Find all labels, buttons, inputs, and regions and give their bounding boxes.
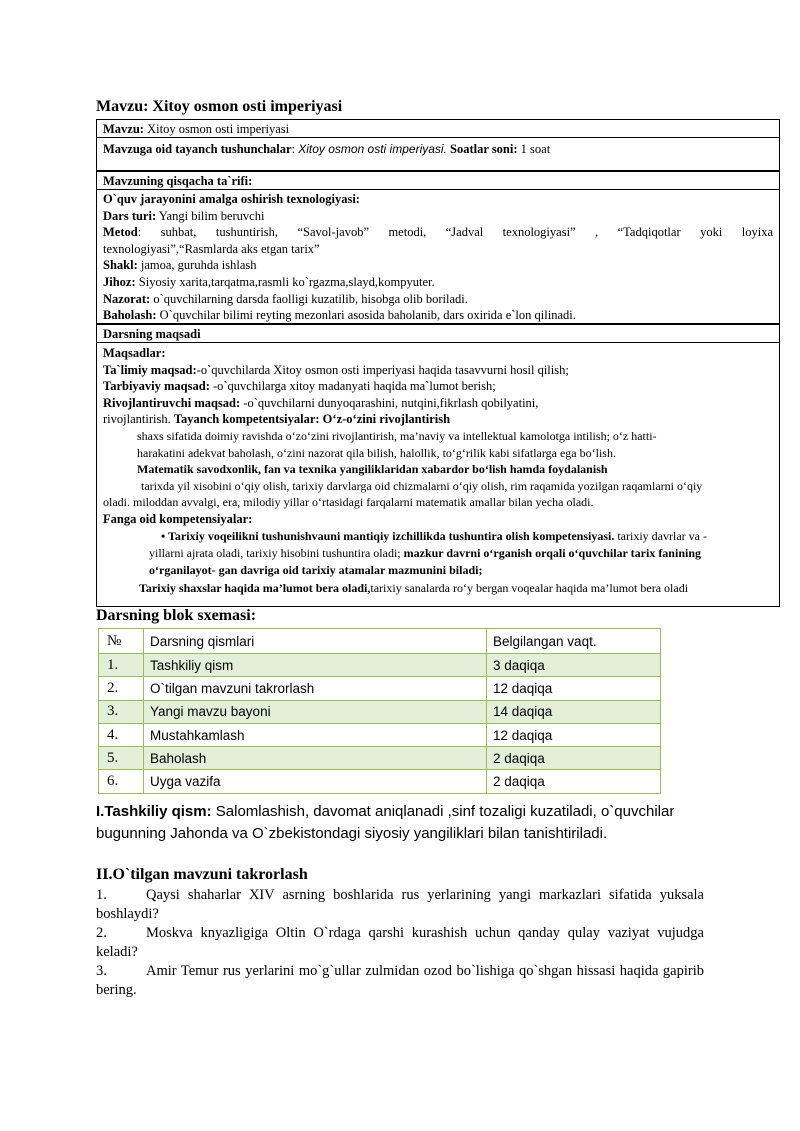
question-number: 1. — [96, 887, 107, 903]
goals-box — [96, 324, 780, 607]
question-number: 2. — [96, 925, 107, 941]
page-title: Mavzu: Xitoy osmon osti imperiyasi — [96, 98, 343, 115]
subject-competency-2 — [97, 545, 779, 562]
core-competencies-line1: shaxs sifatida doimiy ravishda o‘zo‘zini rivojlantirish, ma’naviy va intellektual kamolotga intilish; o‘z hatti- — [137, 428, 657, 443]
lesson-type — [97, 208, 779, 225]
description-box — [96, 171, 780, 324]
row-number: 1. — [99, 654, 144, 677]
topic-box — [96, 119, 780, 171]
equipment — [97, 274, 779, 291]
developmental-goal-label: Rivojlantiruvchi maqsad: — [103, 395, 241, 410]
row-number: 2. — [99, 677, 144, 700]
review-question — [96, 924, 704, 962]
table-row — [99, 770, 661, 793]
row-time: 2 daqiqa — [487, 747, 661, 770]
subject-competency-4 — [97, 579, 779, 597]
math-literacy-line1: tarixda yil xisobini o‘qiy olish, tarixiy darvlarga oid chizmalarni o‘qiy olish, rim raqamida yozilgan raqamlarni o‘qiy — [141, 478, 703, 493]
subject-competency-1-title: • Tarixiy voqeilikni tushunishvauni mantiqiy izchillikda tushuntira olish kompetensiyasi. — [161, 528, 615, 543]
educational-goal-label: Ta`limiy maqsad: — [103, 362, 197, 377]
question-text: Amir Temur rus yerlarini mo`g`ullar zulmidan ozod bo`lishiga qo`shgan hissasi haqida gapirib bering. — [96, 963, 704, 998]
row-part: Mustahkamlash — [144, 723, 487, 746]
description-body — [97, 190, 779, 324]
table-row — [99, 700, 661, 723]
technology-label: O`quv jarayonini amalga oshirish texnologiyasi: — [103, 192, 360, 206]
lesson-type-value: Yangi bilim beruvchi — [156, 208, 265, 223]
review-section-title: II.O`tilgan mavzuni takrorlash — [96, 866, 308, 883]
organizational-part — [96, 801, 708, 844]
row-time: 14 daqiqa — [487, 700, 661, 723]
developmental-goal — [97, 395, 779, 412]
upbringing-goal-value: -o`quvchilarga xitoy madanyati haqida ma`lumot berish; — [209, 379, 496, 394]
review-question — [96, 962, 704, 1000]
block-scheme-title: Darsning blok sxemasi: — [96, 607, 257, 624]
goals-header: Darsning maqsadi — [97, 325, 779, 343]
row-part: Uyga vazifa — [144, 770, 487, 793]
subject-competency-4-text: tarixiy sanalarda ro‘y bergan voqealar haqida ma’lumot bera oladi — [370, 580, 689, 595]
equipment-label: Jihoz: — [103, 274, 136, 289]
key-concepts-row: Mavzuga oid tayanch tushunchalar: Xitoy osmon osti imperiyasi. Soatlar soni: 1 soat — [103, 142, 551, 156]
row-part: Tashkiliy qism — [144, 654, 487, 677]
upbringing-goal-label: Tarbiyaviy maqsad: — [103, 379, 210, 394]
assessment — [97, 307, 779, 324]
question-text: Qaysi shaharlar XIV asrning boshlarida rus yerlarining yangi markazlari sifatida yuksala boshlaydi? — [96, 887, 704, 922]
topic-value: Xitoy osmon osti imperiyasi — [143, 122, 290, 136]
control — [97, 291, 779, 308]
form-value: jamoa, guruhda ishlash — [137, 258, 257, 273]
control-value: o`quvchilarning darsda faolligi kuzatilib, hisobga olib boriladi. — [150, 291, 468, 306]
educational-goal — [97, 362, 779, 379]
subject-competency-2-text: yillarni ajrata oladi, tarixiy hisobini tushuntira oladi; — [149, 545, 404, 560]
math-literacy-line2: oladi. miloddan avvalgi, era, milodiy yillar o‘rtasidagi farqalarni matematik amallar bilan yecha oladi. — [103, 495, 594, 510]
hours-label: Soatlar soni: — [450, 142, 518, 156]
lesson-type-label: Dars turi: — [103, 208, 157, 223]
core-competencies-label: Tayanch kompetentsiyalar: O‘z-o‘zini rivojlantirish — [173, 412, 451, 427]
question-number: 3. — [96, 963, 107, 979]
goals-body — [97, 343, 779, 597]
row-number: 4. — [99, 723, 144, 746]
method-label: Metod — [103, 225, 138, 240]
assessment-label: Baholash: — [103, 308, 157, 323]
row-number: 3. — [99, 700, 144, 723]
header-time: Belgilangan vaqt. — [487, 629, 661, 654]
table-header-row — [99, 629, 661, 654]
method-line1 — [97, 224, 779, 241]
row-part: O`tilgan mavzuni takrorlash — [144, 677, 487, 700]
organizational-part-label: I.Tashkiliy qism: — [96, 803, 212, 820]
developmental-goal-line2: rivojlantirish. — [103, 412, 174, 427]
block-scheme-table — [98, 628, 661, 794]
organizational-part-text: Salomlashish, davomat aniqlanadi ,sinf tozaligi kuzatiladi, o`quvchilar bugunning Jahonda va O`zbekistondagi siyosiy yangiliklari bilan tanishtiriladi. — [96, 803, 675, 842]
review-question — [96, 886, 704, 924]
subject-competency-1 — [97, 528, 779, 545]
header-number: № — [99, 629, 144, 654]
subject-competency-1-text: tarixiy davrlar va - — [614, 528, 707, 543]
educational-goal-value: -o`quvchilarda Xitoy osmon osti imperiyasi haqida tasavvurni hosil qilish; — [196, 362, 569, 377]
table-row — [99, 747, 661, 770]
subject-competency-2-title: mazkur davrni o‘rganish orqali o‘quvchilar tarix fanining — [403, 545, 701, 560]
form-label: Shakl: — [103, 258, 138, 273]
description-header: Mavzuning qisqacha ta`rifi: — [97, 172, 779, 190]
subject-competency-3: o‘rganilayot- gan davriga oid tarixiy atamalar mazmunini biladi; — [149, 562, 483, 577]
upbringing-goal — [97, 378, 779, 395]
row-time: 3 daqiqa — [487, 654, 661, 677]
method-value: : suhbat, tushuntirish, “Savol-javob” metodi, “Jadval texnologiyasi” , “Tadqiqotlar yoki loyixa — [137, 225, 773, 240]
form — [97, 257, 779, 274]
row-time: 12 daqiqa — [487, 677, 661, 700]
table-row — [99, 654, 661, 677]
subject-competencies-label: Fanga oid kompetensiyalar: — [103, 511, 253, 526]
developmental-goal-value: -o`quvchilarni dunyoqarashini, nutqini,fikrlash qobilyatini, — [240, 395, 539, 410]
method-line2: texnologiyasi”,“Rasmlarda aks etgan tarix” — [103, 241, 320, 256]
row-part: Baholash — [144, 747, 487, 770]
table-row — [99, 677, 661, 700]
key-concepts-label: Mavzuga oid tayanch tushunchalar — [103, 142, 292, 156]
topic-row — [97, 120, 779, 138]
row-time: 2 daqiqa — [487, 770, 661, 793]
header-parts: Darsning qismlari — [144, 629, 487, 654]
math-literacy-label: Matematik savodxonlik, fan va texnika yangiliklaridan xabardor bo‘lish hamda foydalanish — [137, 462, 608, 477]
row-time: 12 daqiqa — [487, 723, 661, 746]
question-text: Moskva knyazligiga Oltin O`rdaga qarshi kurashish uchun qanday qulay vaziyat vujudga keladi? — [96, 925, 704, 960]
key-concepts-value: Xitoy osmon osti imperiyasi. — [298, 142, 447, 156]
row-number: 5. — [99, 747, 144, 770]
core-competencies-line2: harakatini adekvat baholash, o‘zini nazorat qila bilish, halollik, to‘g‘rilik kabi sifatlarga ega bo‘lish. — [137, 445, 616, 460]
subject-competency-4-title: Tarixiy shaxslar haqida ma’lumot bera oladi, — [139, 580, 371, 595]
row-number: 6. — [99, 770, 144, 793]
assessment-value: O`quvchilar bilimi reyting mezonlari asosida baholanib, dars oxirida e`lon qilinadi. — [156, 308, 576, 323]
control-label: Nazorat: — [103, 291, 151, 306]
developmental-goal-cont — [97, 411, 779, 428]
topic-label: Mavzu: — [103, 122, 144, 136]
goals-label: Maqsadlar: — [103, 346, 166, 360]
equipment-value: Siyosiy xarita,tarqatma,rasmli ko`rgazma,slayd,kompyuter. — [135, 274, 435, 289]
hours-value: 1 soat — [517, 142, 551, 156]
table-row — [99, 723, 661, 746]
row-part: Yangi mavzu bayoni — [144, 700, 487, 723]
